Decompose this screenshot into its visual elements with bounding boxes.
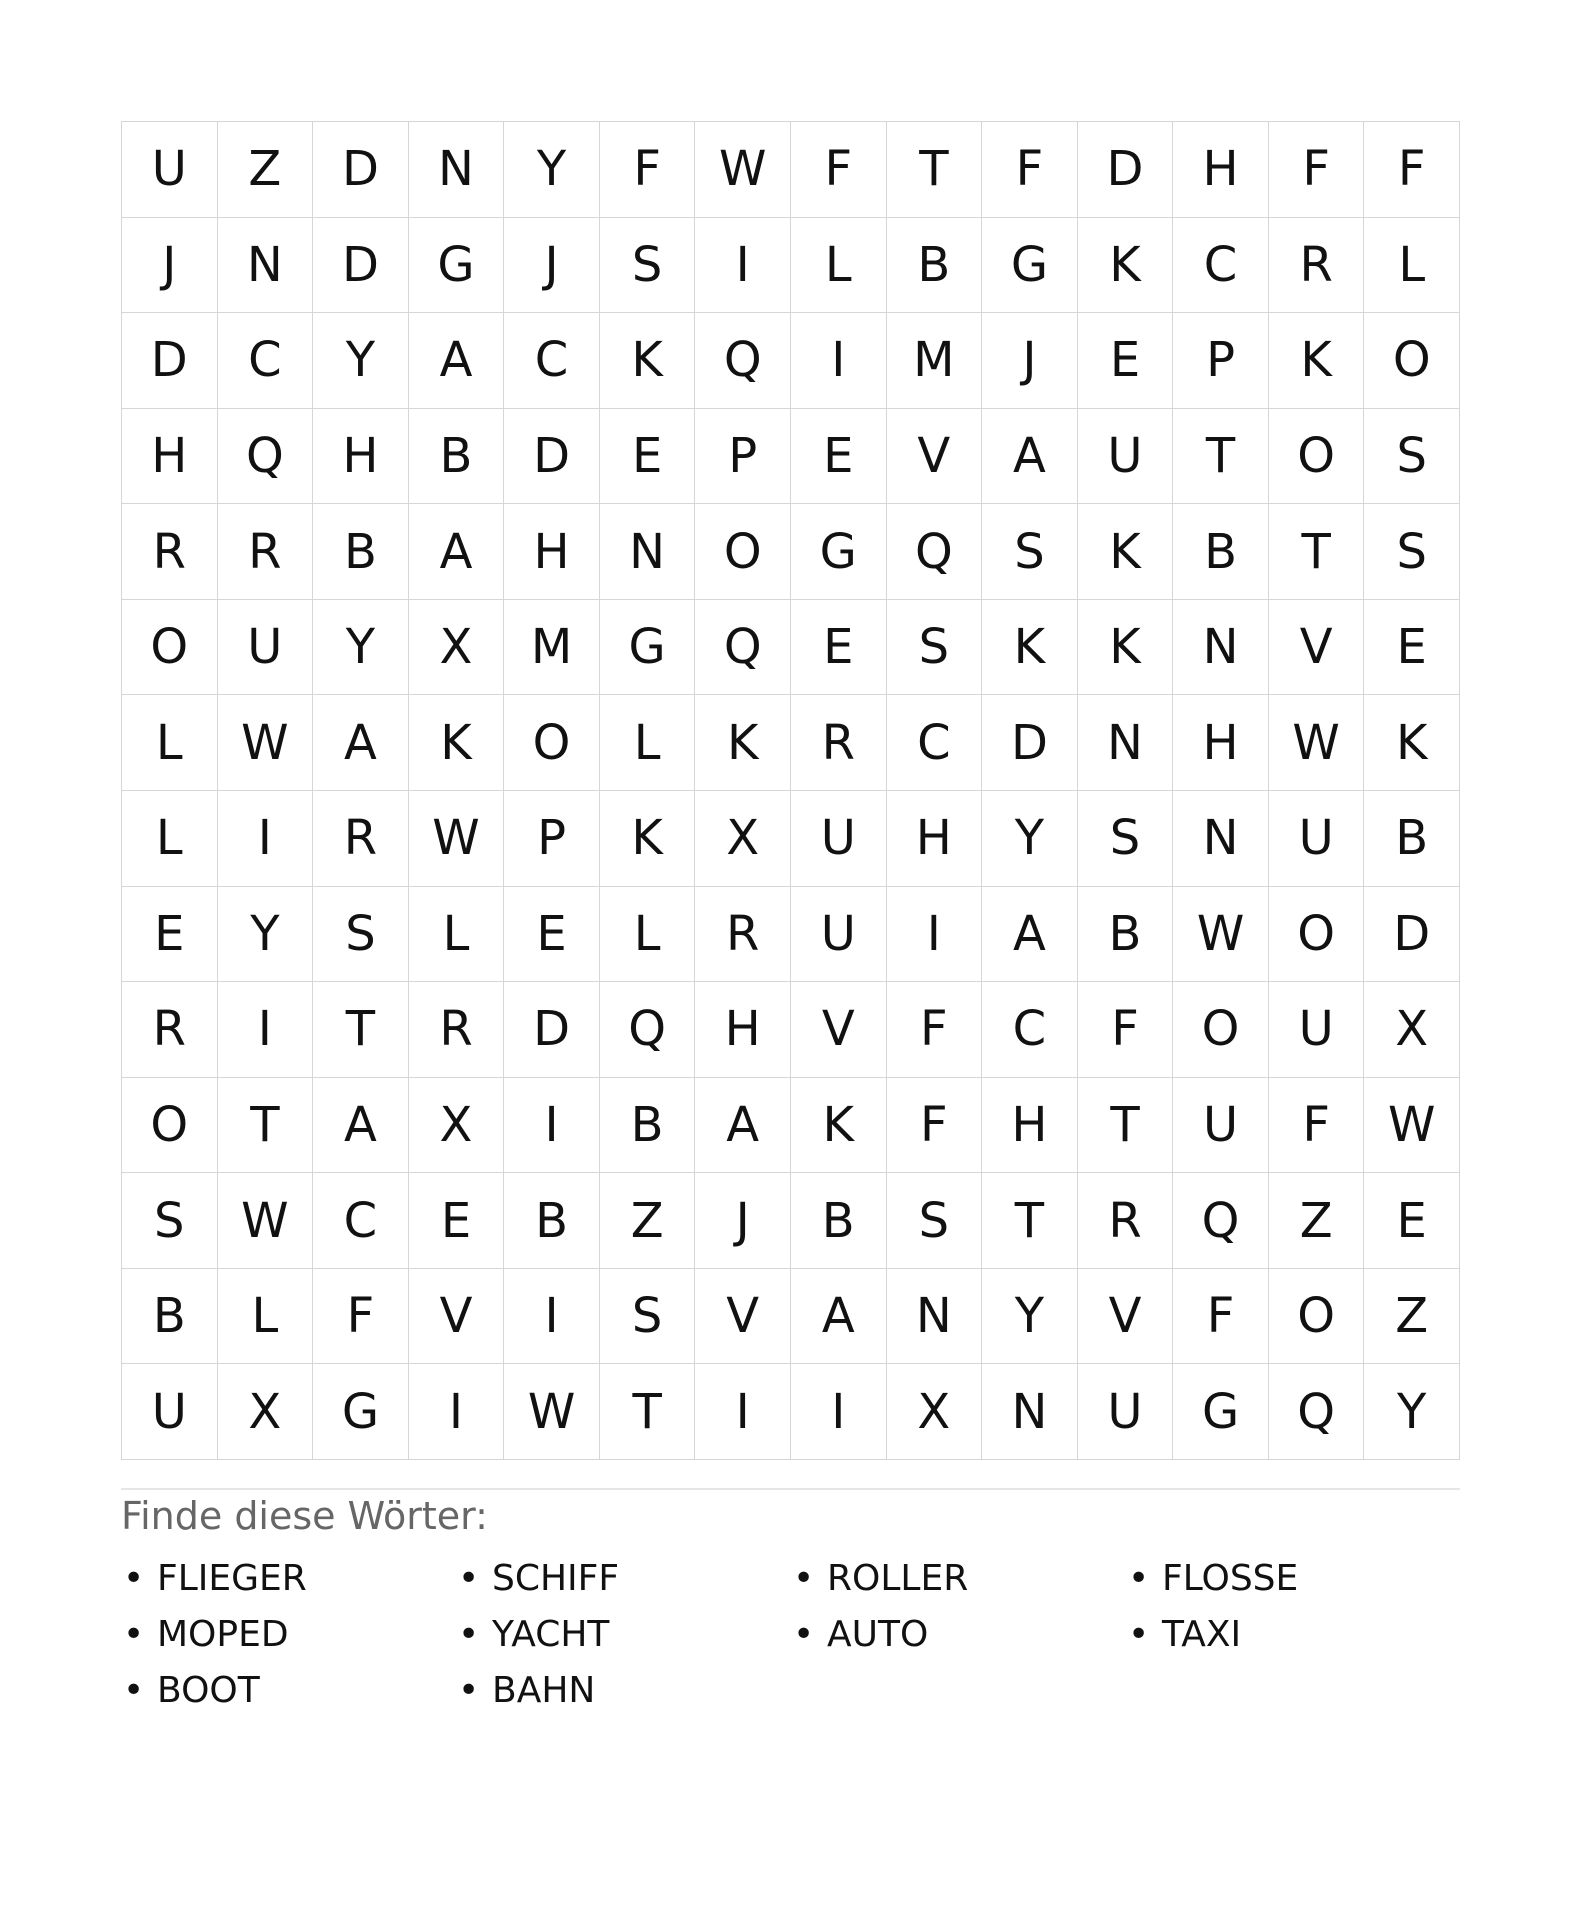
grid-cell[interactable]: I xyxy=(791,1364,887,1460)
grid-cell[interactable]: F xyxy=(1269,122,1365,218)
grid-cell[interactable]: T xyxy=(313,982,409,1078)
grid-cell[interactable]: A xyxy=(313,1078,409,1174)
grid-cell[interactable]: C xyxy=(218,313,314,409)
grid-cell[interactable]: C xyxy=(504,313,600,409)
grid-cell[interactable]: Q xyxy=(887,504,983,600)
grid-cell[interactable]: K xyxy=(982,600,1078,696)
grid-cell[interactable]: N xyxy=(887,1269,983,1365)
grid-cell[interactable]: H xyxy=(695,982,791,1078)
grid-cell[interactable]: Y xyxy=(218,887,314,983)
grid-cell[interactable]: R xyxy=(409,982,505,1078)
grid-cell[interactable]: R xyxy=(313,791,409,887)
grid-cell[interactable]: I xyxy=(695,218,791,314)
grid-cell[interactable]: F xyxy=(982,122,1078,218)
grid-cell[interactable]: Y xyxy=(504,122,600,218)
bullet-icon: • xyxy=(793,1557,815,1599)
grid-cell[interactable]: F xyxy=(1078,982,1174,1078)
grid-cell[interactable]: N xyxy=(1173,791,1269,887)
grid-cell[interactable]: P xyxy=(504,791,600,887)
grid-cell[interactable]: H xyxy=(504,504,600,600)
grid-cell[interactable]: R xyxy=(122,982,218,1078)
word-label: YACHT xyxy=(492,1613,610,1655)
grid-cell[interactable]: Q xyxy=(1173,1173,1269,1269)
grid-cell[interactable]: B xyxy=(1364,791,1460,887)
grid-cell[interactable]: L xyxy=(218,1269,314,1365)
grid-cell[interactable]: N xyxy=(1078,695,1174,791)
grid-cell[interactable]: C xyxy=(1173,218,1269,314)
grid-cell[interactable]: V xyxy=(1269,600,1365,696)
grid-cell[interactable]: C xyxy=(982,982,1078,1078)
grid-cell[interactable]: Q xyxy=(218,409,314,505)
bullet-icon: • xyxy=(458,1613,480,1655)
grid-cell[interactable]: S xyxy=(122,1173,218,1269)
grid-cell[interactable]: M xyxy=(504,600,600,696)
bullet-icon: • xyxy=(123,1613,145,1655)
grid-cell[interactable]: K xyxy=(791,1078,887,1174)
bullet-icon: • xyxy=(1128,1613,1150,1655)
grid-cell[interactable]: E xyxy=(409,1173,505,1269)
word-list-item xyxy=(121,1662,456,1718)
grid-cell[interactable]: O xyxy=(1269,887,1365,983)
word-label: MOPED xyxy=(157,1613,289,1655)
grid-cell[interactable]: O xyxy=(122,1078,218,1174)
grid-cell[interactable]: L xyxy=(122,695,218,791)
grid-cell[interactable]: K xyxy=(1078,218,1174,314)
grid-cell[interactable]: H xyxy=(982,1078,1078,1174)
grid-cell[interactable]: F xyxy=(1173,1269,1269,1365)
grid-cell[interactable]: E xyxy=(1364,600,1460,696)
grid-cell[interactable]: A xyxy=(695,1078,791,1174)
grid-cell[interactable]: Q xyxy=(1269,1364,1365,1460)
grid-cell[interactable]: V xyxy=(791,982,887,1078)
grid-cell[interactable]: D xyxy=(122,313,218,409)
grid-cell[interactable]: T xyxy=(887,122,983,218)
word-list-item xyxy=(456,1662,791,1718)
grid-cell[interactable]: D xyxy=(982,695,1078,791)
divider xyxy=(121,1488,1460,1490)
grid-cell[interactable]: T xyxy=(982,1173,1078,1269)
grid-cell[interactable]: K xyxy=(1269,313,1365,409)
grid-cell[interactable]: H xyxy=(122,409,218,505)
grid-cell[interactable]: L xyxy=(122,791,218,887)
grid-cell[interactable]: U xyxy=(218,600,314,696)
grid-cell[interactable]: E xyxy=(1364,1173,1460,1269)
grid-cell[interactable]: R xyxy=(1269,218,1365,314)
word-label: TAXI xyxy=(1162,1613,1242,1655)
grid-cell[interactable]: G xyxy=(409,218,505,314)
grid-cell[interactable]: L xyxy=(1364,218,1460,314)
grid-cell[interactable]: H xyxy=(1173,695,1269,791)
grid-cell[interactable]: F xyxy=(1364,122,1460,218)
bullet-icon: • xyxy=(458,1669,480,1711)
grid-cell[interactable]: U xyxy=(791,887,887,983)
grid-cell[interactable]: U xyxy=(1078,1364,1174,1460)
grid-cell[interactable]: X xyxy=(695,791,791,887)
grid-cell[interactable]: I xyxy=(887,887,983,983)
grid-cell[interactable]: P xyxy=(695,409,791,505)
word-label: BOOT xyxy=(157,1669,260,1711)
grid-cell[interactable]: I xyxy=(218,982,314,1078)
grid-cell[interactable]: X xyxy=(409,600,505,696)
grid-cell[interactable]: R xyxy=(791,695,887,791)
grid-cell[interactable]: W xyxy=(1364,1078,1460,1174)
grid-cell[interactable]: O xyxy=(1364,313,1460,409)
grid-cell[interactable]: I xyxy=(504,1269,600,1365)
grid-cell[interactable]: E xyxy=(791,600,887,696)
grid-cell[interactable]: P xyxy=(1173,313,1269,409)
word-list xyxy=(121,1550,1460,1718)
grid-cell[interactable]: G xyxy=(313,1364,409,1460)
grid-cell[interactable]: F xyxy=(887,1078,983,1174)
word-label: SCHIFF xyxy=(492,1557,620,1599)
grid-cell[interactable]: X xyxy=(409,1078,505,1174)
bullet-icon: • xyxy=(458,1557,480,1599)
grid-cell[interactable]: F xyxy=(887,982,983,1078)
grid-cell[interactable]: K xyxy=(409,695,505,791)
word-list-item xyxy=(1126,1550,1461,1606)
grid-cell[interactable]: Q xyxy=(600,982,696,1078)
grid-cell[interactable]: C xyxy=(313,1173,409,1269)
grid-cell[interactable]: O xyxy=(1269,1269,1365,1365)
grid-cell[interactable]: H xyxy=(887,791,983,887)
grid-cell[interactable]: G xyxy=(1173,1364,1269,1460)
grid-cell[interactable]: D xyxy=(1078,122,1174,218)
grid-cell[interactable]: R xyxy=(695,887,791,983)
grid-cell[interactable]: D xyxy=(1364,887,1460,983)
grid-cell[interactable]: U xyxy=(122,1364,218,1460)
grid-cell[interactable]: E xyxy=(791,409,887,505)
word-label: FLOSSE xyxy=(1162,1557,1299,1599)
grid-cell[interactable]: R xyxy=(1078,1173,1174,1269)
grid-cell[interactable]: D xyxy=(504,982,600,1078)
grid-cell[interactable]: W xyxy=(409,791,505,887)
grid-cell[interactable]: U xyxy=(1173,1078,1269,1174)
grid-cell[interactable]: N xyxy=(1173,600,1269,696)
grid-cell[interactable]: C xyxy=(887,695,983,791)
grid-cell[interactable]: L xyxy=(600,887,696,983)
bullet-icon: • xyxy=(793,1613,815,1655)
grid-cell[interactable]: H xyxy=(313,409,409,505)
grid-cell[interactable]: W xyxy=(218,695,314,791)
grid-cell[interactable]: K xyxy=(695,695,791,791)
grid-cell[interactable]: A xyxy=(409,313,505,409)
grid-cell[interactable]: L xyxy=(791,218,887,314)
grid-cell[interactable]: Y xyxy=(1364,1364,1460,1460)
grid-cell[interactable]: D xyxy=(504,409,600,505)
grid-cell[interactable]: N xyxy=(600,504,696,600)
word-list-item xyxy=(791,1550,1126,1606)
grid-cell[interactable]: E xyxy=(504,887,600,983)
grid-cell[interactable]: N xyxy=(409,122,505,218)
grid-cell[interactable]: J xyxy=(695,1173,791,1269)
grid-cell[interactable]: S xyxy=(1364,504,1460,600)
grid-cell[interactable]: G xyxy=(600,600,696,696)
grid-cell[interactable]: S xyxy=(313,887,409,983)
grid-cell[interactable]: A xyxy=(409,504,505,600)
grid-cell[interactable]: W xyxy=(1269,695,1365,791)
word-list-item xyxy=(121,1550,456,1606)
grid-cell[interactable]: B xyxy=(1078,887,1174,983)
grid-cell[interactable]: U xyxy=(791,791,887,887)
word-label: ROLLER xyxy=(827,1557,969,1599)
grid-cell[interactable]: H xyxy=(1173,122,1269,218)
grid-cell[interactable]: K xyxy=(600,313,696,409)
grid-cell[interactable]: K xyxy=(1078,504,1174,600)
grid-cell[interactable]: V xyxy=(409,1269,505,1365)
grid-cell[interactable]: O xyxy=(1173,982,1269,1078)
grid-cell[interactable]: Y xyxy=(313,313,409,409)
grid-cell[interactable]: O xyxy=(695,504,791,600)
grid-cell[interactable]: S xyxy=(1078,791,1174,887)
grid-cell[interactable]: T xyxy=(1269,504,1365,600)
grid-cell[interactable]: N xyxy=(982,1364,1078,1460)
grid-cell[interactable]: W xyxy=(1173,887,1269,983)
grid-cell[interactable]: Y xyxy=(313,600,409,696)
grid-cell[interactable]: X xyxy=(887,1364,983,1460)
grid-cell[interactable]: A xyxy=(982,409,1078,505)
grid-cell[interactable]: L xyxy=(600,695,696,791)
grid-cell[interactable]: B xyxy=(409,409,505,505)
word-list-heading: Finde diese Wörter: xyxy=(121,1494,488,1538)
grid-cell[interactable]: E xyxy=(600,409,696,505)
grid-cell[interactable]: T xyxy=(218,1078,314,1174)
grid-cell[interactable]: U xyxy=(122,122,218,218)
word-list-item xyxy=(121,1606,456,1662)
grid-cell[interactable]: B xyxy=(887,218,983,314)
word-list-item xyxy=(1126,1606,1461,1662)
grid-cell[interactable]: R xyxy=(218,504,314,600)
grid-cell[interactable]: B xyxy=(313,504,409,600)
grid-cell[interactable]: T xyxy=(1173,409,1269,505)
grid-cell[interactable]: K xyxy=(600,791,696,887)
grid-cell[interactable]: Q xyxy=(695,600,791,696)
grid-cell[interactable]: T xyxy=(600,1364,696,1460)
grid-cell[interactable]: A xyxy=(982,887,1078,983)
grid-cell[interactable]: W xyxy=(504,1364,600,1460)
bullet-icon: • xyxy=(123,1669,145,1711)
grid-cell[interactable]: X xyxy=(1364,982,1460,1078)
grid-cell[interactable]: U xyxy=(1269,982,1365,1078)
grid-cell[interactable]: A xyxy=(791,1269,887,1365)
bullet-icon: • xyxy=(1128,1557,1150,1599)
grid-cell[interactable]: S xyxy=(887,1173,983,1269)
grid-cell[interactable]: L xyxy=(409,887,505,983)
word-label: BAHN xyxy=(492,1669,596,1711)
grid-cell[interactable]: E xyxy=(122,887,218,983)
grid-cell[interactable]: D xyxy=(313,122,409,218)
grid-cell[interactable]: X xyxy=(218,1364,314,1460)
grid-cell[interactable]: E xyxy=(1078,313,1174,409)
grid-cell[interactable]: J xyxy=(982,313,1078,409)
word-label: AUTO xyxy=(827,1613,929,1655)
grid-cell[interactable]: Z xyxy=(1364,1269,1460,1365)
grid-cell[interactable]: N xyxy=(218,218,314,314)
grid-cell[interactable]: S xyxy=(982,504,1078,600)
grid-cell[interactable]: U xyxy=(1269,791,1365,887)
grid-cell[interactable]: Y xyxy=(982,791,1078,887)
grid-cell[interactable]: S xyxy=(887,600,983,696)
grid-cell[interactable]: K xyxy=(1078,600,1174,696)
grid-cell[interactable]: F xyxy=(313,1269,409,1365)
grid-cell[interactable]: O xyxy=(1269,409,1365,505)
grid-cell[interactable]: Y xyxy=(982,1269,1078,1365)
grid-cell[interactable]: W xyxy=(218,1173,314,1269)
grid-cell[interactable]: B xyxy=(791,1173,887,1269)
grid-cell[interactable]: I xyxy=(409,1364,505,1460)
grid-cell[interactable]: B xyxy=(504,1173,600,1269)
grid-cell[interactable]: K xyxy=(1364,695,1460,791)
grid-cell[interactable]: S xyxy=(600,1269,696,1365)
grid-cell[interactable]: Z xyxy=(218,122,314,218)
grid-cell[interactable]: Q xyxy=(695,313,791,409)
grid-cell[interactable]: G xyxy=(982,218,1078,314)
grid-cell[interactable]: S xyxy=(1364,409,1460,505)
grid-cell[interactable]: S xyxy=(600,218,696,314)
grid-cell[interactable]: O xyxy=(504,695,600,791)
grid-cell[interactable]: W xyxy=(695,122,791,218)
grid-cell[interactable]: F xyxy=(791,122,887,218)
grid-cell[interactable]: Z xyxy=(600,1173,696,1269)
word-label: FLIEGER xyxy=(157,1557,307,1599)
grid-cell[interactable]: J xyxy=(504,218,600,314)
grid-cell[interactable]: G xyxy=(791,504,887,600)
grid-cell[interactable]: U xyxy=(1078,409,1174,505)
grid-cell[interactable]: J xyxy=(122,218,218,314)
grid-cell[interactable]: R xyxy=(122,504,218,600)
word-list-item xyxy=(456,1550,791,1606)
grid-cell[interactable]: V xyxy=(695,1269,791,1365)
grid-cell[interactable]: V xyxy=(1078,1269,1174,1365)
letter-grid xyxy=(121,121,1460,1460)
grid-cell[interactable]: F xyxy=(600,122,696,218)
grid-cell[interactable]: M xyxy=(887,313,983,409)
bullet-icon: • xyxy=(123,1557,145,1599)
word-list-item xyxy=(456,1606,791,1662)
grid-cell[interactable]: I xyxy=(695,1364,791,1460)
grid-cell[interactable]: V xyxy=(887,409,983,505)
word-list-item xyxy=(791,1606,1126,1662)
grid-cell[interactable]: F xyxy=(1269,1078,1365,1174)
grid-cell[interactable]: B xyxy=(1173,504,1269,600)
grid-cell[interactable]: A xyxy=(313,695,409,791)
grid-cell[interactable]: D xyxy=(313,218,409,314)
grid-cell[interactable]: B xyxy=(122,1269,218,1365)
grid-cell[interactable]: T xyxy=(1078,1078,1174,1174)
grid-cell[interactable]: B xyxy=(600,1078,696,1174)
grid-cell[interactable]: I xyxy=(791,313,887,409)
grid-cell[interactable]: I xyxy=(504,1078,600,1174)
grid-cell[interactable]: O xyxy=(122,600,218,696)
grid-cell[interactable]: I xyxy=(218,791,314,887)
grid-cell[interactable]: Z xyxy=(1269,1173,1365,1269)
